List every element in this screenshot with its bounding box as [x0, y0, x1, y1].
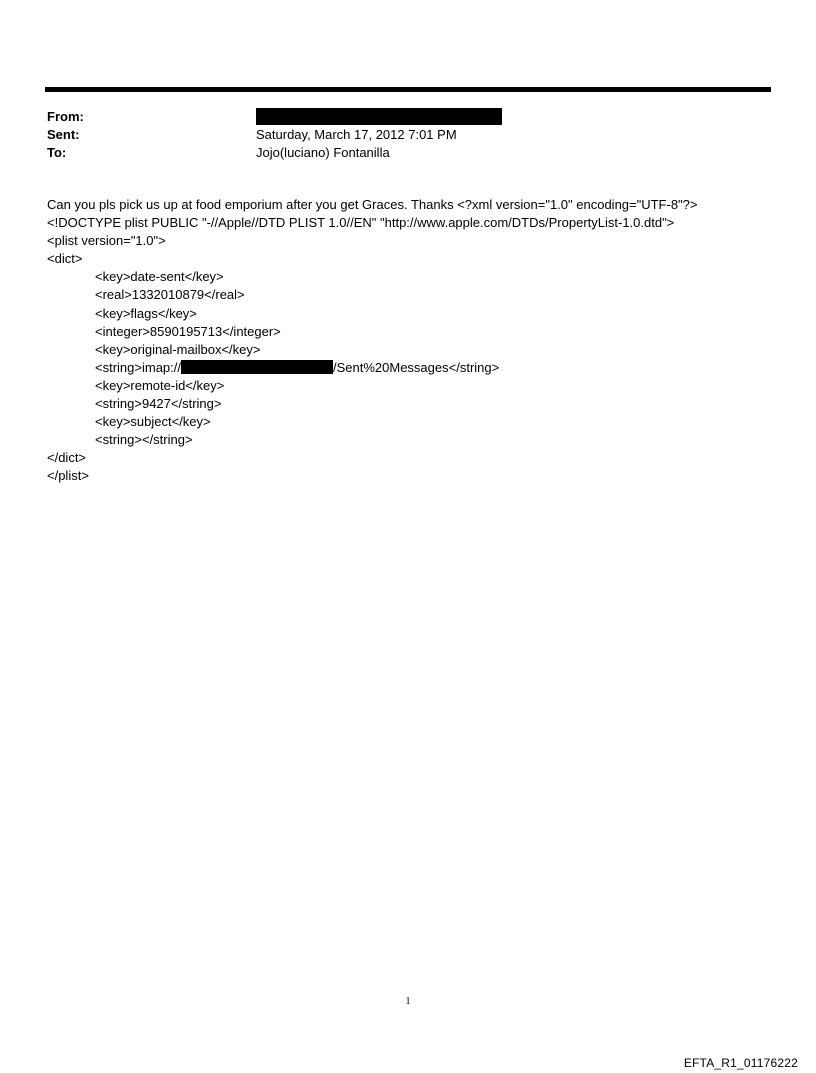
mailbox-prefix: <string>imap://	[95, 359, 181, 375]
body-line: <integer>8590195713</integer>	[95, 323, 281, 339]
body-line: <dict>	[47, 251, 83, 267]
sent-value: Saturday, March 17, 2012 7:01 PM	[256, 127, 457, 142]
body-line: <real>1332010879</real>	[95, 287, 245, 303]
document-id: EFTA_R1_01176222	[683, 1056, 798, 1070]
body-line: <key>date-sent</key>	[95, 269, 224, 285]
page-number: 1	[405, 996, 411, 1007]
to-label: To:	[47, 145, 67, 160]
body-line: <key>remote-id</key>	[95, 377, 225, 393]
redaction-block	[256, 108, 502, 125]
body-line: <!DOCTYPE plist PUBLIC "-//Apple//DTD PLIST 1.0//EN" "http://www.apple.com/DTDs/PropertyList-1.0.dtd">	[47, 215, 675, 231]
email-body	[47, 196, 767, 486]
to-value: Jojo(luciano) Fontanilla	[256, 145, 390, 160]
body-line: <key>flags</key>	[95, 305, 197, 321]
redaction-block	[181, 360, 333, 374]
body-line: <string></string>	[95, 432, 193, 448]
body-line: <plist version="1.0">	[47, 233, 166, 249]
body-line: <string>9427</string>	[95, 396, 222, 412]
body-line-mailbox	[47, 359, 767, 377]
sent-label: Sent:	[47, 127, 80, 142]
from-value-redacted	[256, 107, 502, 125]
body-line: </dict>	[47, 450, 87, 466]
mailbox-suffix: /Sent%20Messages</string>	[333, 359, 500, 375]
from-label: From:	[47, 109, 84, 124]
body-line: </plist>	[47, 468, 89, 484]
body-line: <key>subject</key>	[95, 414, 211, 430]
body-line: <key>original-mailbox</key>	[95, 341, 261, 357]
header-rule	[45, 87, 771, 92]
body-line: Can you pls pick us up at food emporium after you get Graces. Thanks <?xml version="1.0" encoding="UTF-8"?>	[47, 197, 698, 212]
